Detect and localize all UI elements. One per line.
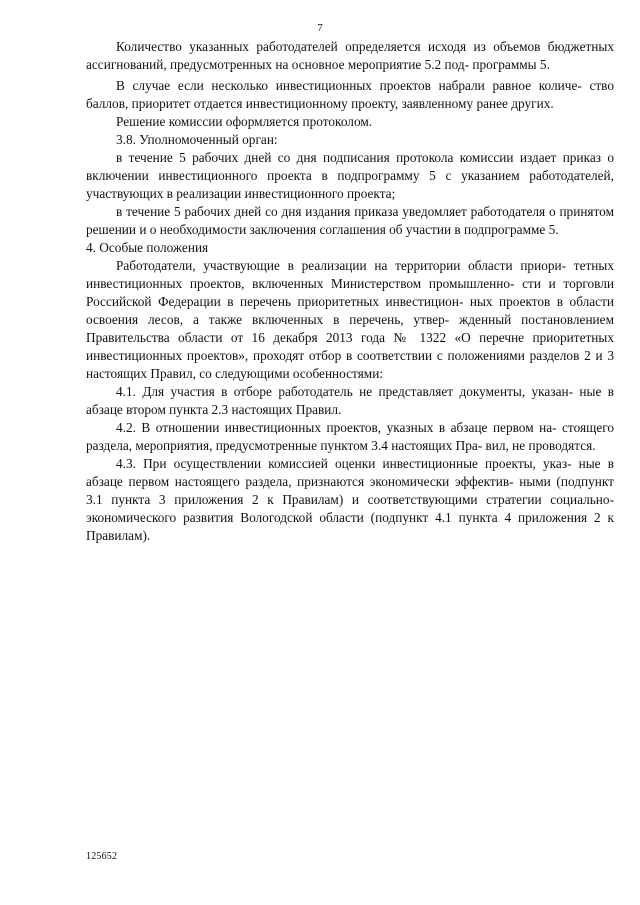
- paragraph: В случае если несколько инвестиционных проектов набрали равное количе- ство баллов, приоритет отдается инвестиционному проекту, заявленному ранее других.: [86, 78, 614, 111]
- paragraph: 4.2. В отношении инвестиционных проектов, указных в абзаце первом на- стоящего раздела, мероприятия, предусмотренные пунктом 3.4 настоящих Пра- вил, не проводятся.: [86, 420, 614, 453]
- paragraph: Количество указанных работодателей определяется исходя из объемов бюджетных ассигнований, предусмотренных на основное мероприятие 5.2 под- программы 5.: [86, 39, 614, 72]
- document-body: [86, 38, 614, 545]
- section-title: 4. Особые положения: [86, 240, 209, 255]
- paragraph: 3.8. Уполномоченный орган:: [116, 132, 278, 147]
- page-number: 7: [317, 22, 323, 34]
- document-code: 125652: [86, 851, 118, 862]
- paragraph: Работодатели, участвующие в реализации на территории области приори- тетных инвестиционных проектов, включенных Министерством промышленно- сти и торговли Российской Федерации в перечень приоритетных инвестицион- ных проектов в области освоения лесов, а также включенных в перечень, утвер- жденный постановлением Правительства области от 16 декабря 2013 года № 1322 «О перечне приоритетных инвестиционных проектов», проходят отбор в соответствии с положениями разделов 2 и 3 настоящих Правил, со следующими особенностями:: [86, 258, 614, 381]
- paragraph: Решение комиссии оформляется протоколом.: [116, 114, 373, 129]
- paragraph: в течение 5 рабочих дней со дня подписания протокола комиссии издает приказ о включении инвестиционного проекта в подпрограмму 5 с указанием работодателей, участвующих в реализации инвестиционного проекта;: [86, 150, 614, 201]
- paragraph: в течение 5 рабочих дней со дня издания приказа уведомляет работодателя о принятом решении и о необходимости заключения соглашения об участии в подпрограмме 5.: [86, 204, 614, 237]
- paragraph: 4.3. При осуществлении комиссией оценки инвестиционные проекты, указ- ные в абзаце первом настоящего раздела, признаются экономически эффектив- ными (подпункт 3.1 пункта 3 приложения 2 к Правилам) и соответствующими стратегии социально-экономического развития Вологодской области (подпункт 4.1 пункта 4 приложения 2 к Правилам).: [86, 456, 614, 543]
- paragraph: 4.1. Для участия в отборе работодатель не представляет документы, указан- ные в абзаце втором пункта 2.3 настоящих Правил.: [86, 384, 614, 417]
